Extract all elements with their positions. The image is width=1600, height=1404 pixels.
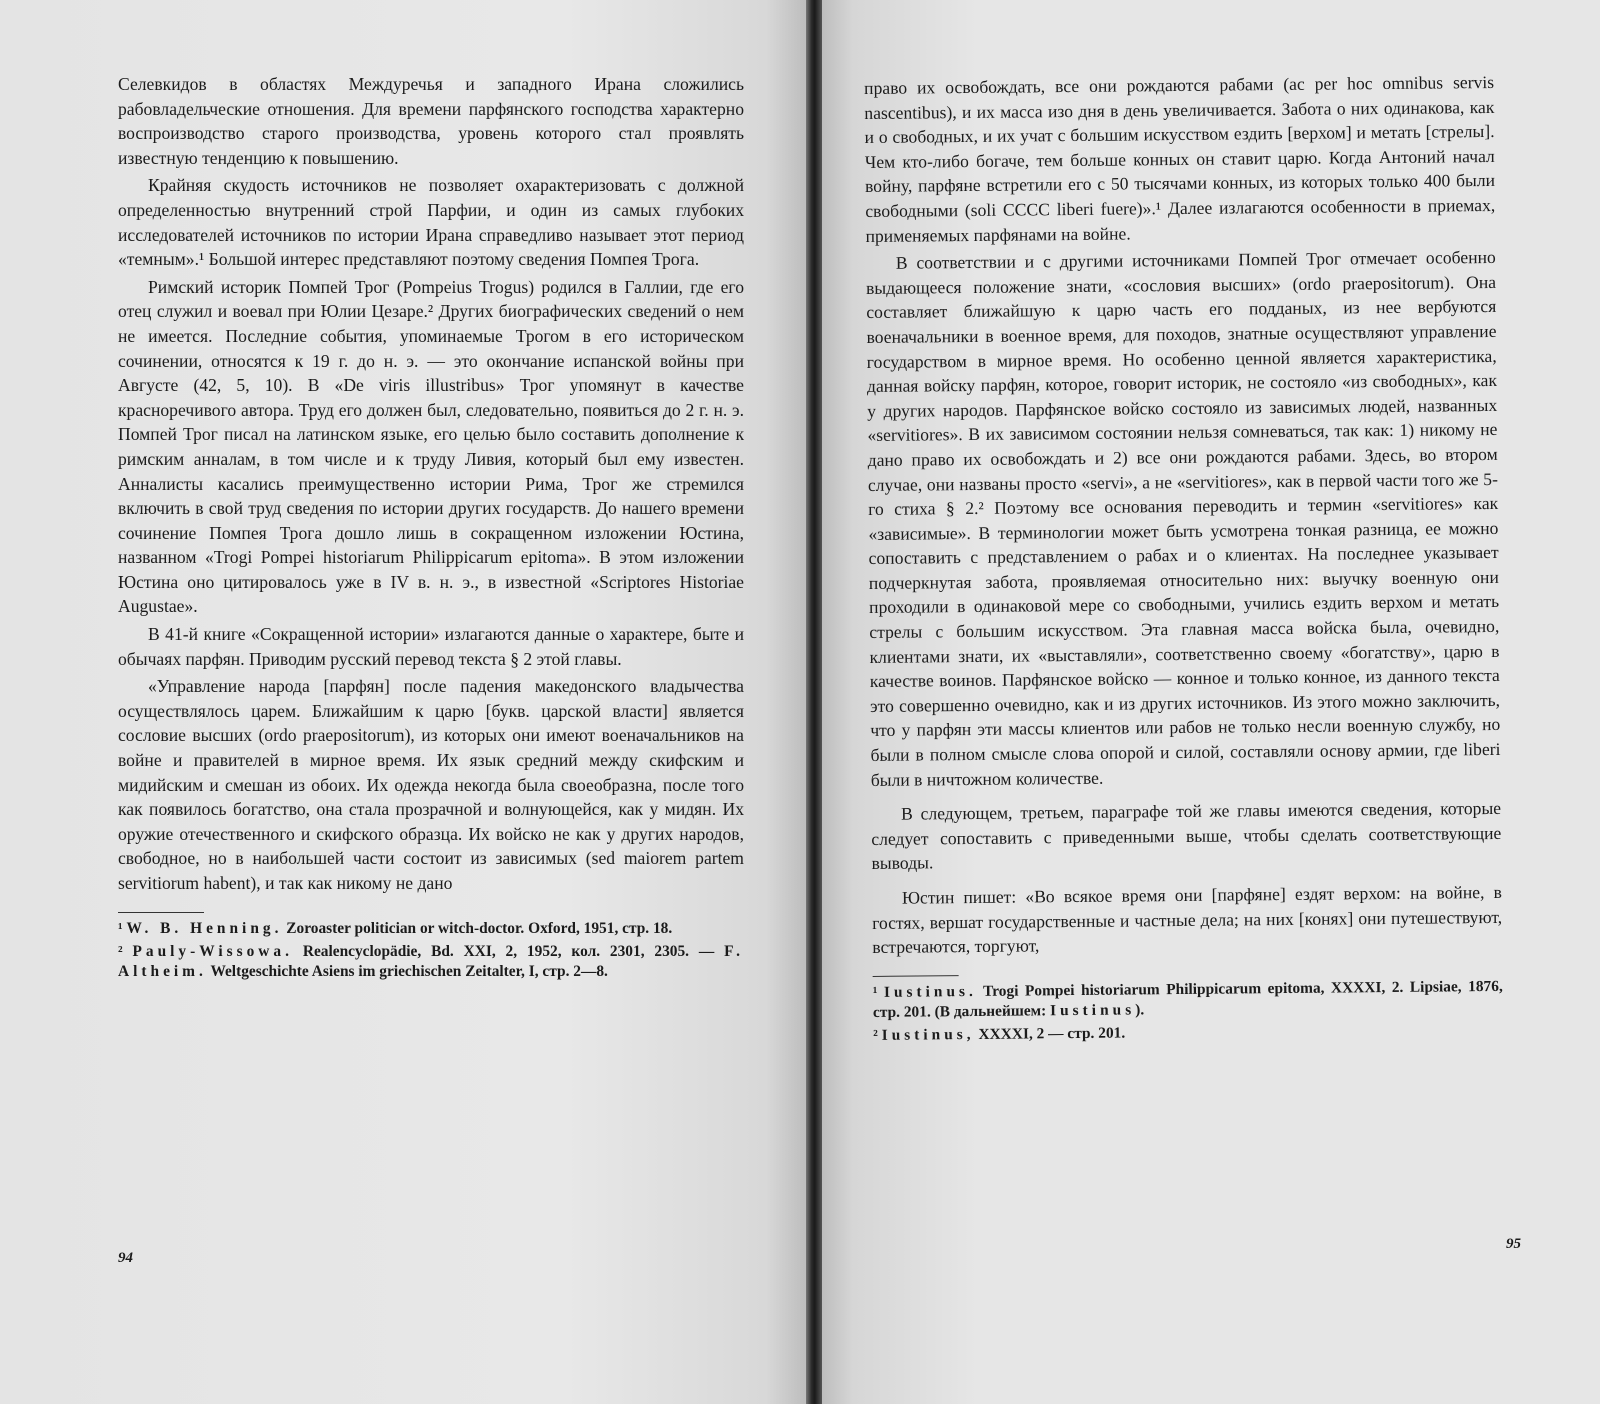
- footnote-divider: [873, 975, 959, 977]
- footnote-text: Trogi Pompei historiarum Philippicarum epitoma, XXXXI, 2. Lipsiae, 1876, стр. 201. (В дальнейшем:: [872, 977, 1503, 1021]
- paragraph: Крайняя скудость источников не позволяет охарактеризовать с должной определенностью внутренний строй Парфии, и один из самых глубоких исследователей источников по истории Ирана справедливо называет этот период «темным».¹ Большой интерес представляют поэтому сведения Помпея Трога.: [118, 175, 744, 270]
- paragraph: право их освобождать, все они рождаются рабами (ac per hoc omnibus servis nascentibus), и их масса изо дня в день увеличивается. Забота о них одинакова, как и о свободных, и их учат с большим искусством ездить [верхом] и метать [стрелы]. Чем кто-либо богаче, тем больше конных он ставит царю. Когда Антоний начал войну, парфяне встретили его с 50 тысячами конных, из которых только 400 были свободными (soli CCCC liberi fuere)».¹ Далее излагаются особенности в приемах, применяемых парфянами на войне.: [864, 71, 1496, 246]
- footnote: [118, 919, 744, 939]
- paragraph: Юстин пишет: «Во всякое время они [парфяне] ездят верхом: на войне, в гостях, вершат государственные и частные дела; на них [конях] они путешествуют, встречаются, торгуют,: [872, 881, 1503, 958]
- footnote-text: XXXXI, 2 — стр. 201.: [978, 1024, 1126, 1043]
- footnote-divider: [118, 912, 204, 913]
- page-number: 94: [118, 1250, 133, 1266]
- footnote-mark: ¹: [872, 983, 878, 1001]
- footnote-text: Zoroaster politician or witch-doctor. Oxford, 1951, стр. 18.: [286, 919, 673, 937]
- footnote-author: Iustinus,: [881, 1025, 975, 1044]
- footnote-text: Weltgeschichte Asiens im griechischen Zeitalter, I, стр. 2—8.: [210, 962, 608, 980]
- left-text-column: [118, 72, 744, 982]
- footnote-text: Realencyclopädie, Bd. XXI, 2, 1952, кол. 2301, 2305. —: [302, 942, 715, 960]
- paragraph: В соответствии и с другими источниками Помпей Трог отмечает особенно выдающееся положение знати, «сословия высших» (ordo praepositorum). Она составляет ближайшую к царю часть его подданых, из нее вербуются военачальники в военное время, для походов, знатные осуществляют управление государством в мирное время. Но особенно ценной является характеристика, данная войску парфян, которое, говорит историк, не состояло «из свободных», как у других народов. Парфянское войско состояло из зависимых людей, названных «servitiores». В их зависимом состоянии нельзя сомневаться, так как: 1) никому не дано право их освобождать и 2) все они рождаются рабами. Здесь, во втором случае, они названы просто «servi», а не «servitiores», как в первой части того же 5-го стиха § 2.² Поэтому все основания переводить и термин «servitiores» как «зависимые». В терминологии может быть усмотрена тонкая разница, ее можно сопоставить с представлением о рабах и о клиентах. На последнее указывает подчеркнутая забота, проявляемая относительно них: выучку военную они проходили в одинаковой мере со свободными, учились ездить верхом и метать стрелы с большим искусством. Эта главная масса войска была, очевидно, клиентами знати, их «выставляли», соответственно своему «богатству», царю в качестве воинов. Парфянское войско — конное и только конное, из данного текста это совершенно очевидно, как и из других источников. Из этого можно заключить, что у парфян эти массы клиентов или рабов не только несли военную службу, но были в полном смысле слова опорой и силой, составляли основу армии, где liberi были в ничтожном количестве.: [865, 247, 1501, 790]
- right-page: [822, 0, 1600, 1404]
- page-number: 95: [1506, 1236, 1521, 1252]
- footnote-text: ).: [1135, 1001, 1145, 1019]
- paragraph: В следующем, третьем, параграфе той же главы имеются сведения, которые следует сопоставить с приведенными выше, чтобы сделать соответствующие выводы.: [871, 798, 1502, 874]
- footnote-author: W. B. Henning.: [126, 919, 283, 937]
- footnote-author: Iustinus: [1050, 1001, 1136, 1020]
- footnote-author: F. Altheim.: [118, 942, 744, 980]
- right-text-column: [864, 70, 1503, 1046]
- book-gutter: [806, 0, 822, 1404]
- paragraph: В 41-й книге «Сокращенной истории» излагаются данные о характере, быте и обычаях парфян. Приводим русский перевод текста § 2 этой главы.: [118, 624, 744, 669]
- footnote-author: Pauly-Wissowa.: [132, 942, 293, 960]
- paragraph: «Управление народа [парфян] после падения македонского владычества осуществлялось царем. Ближайшим к царю [букв. царской власти] является сословие высших (ordo praepositorum), из которых они имеют военачальников на войне и правителей в мирное время. Их язык средний между скифским и мидийским и смешан из обоих. Их одежда некогда была своеобразна, после того как появилось богатство, она стала прозрачной и волнующейся, как у мидян. Их оружие отечественного и скифского образца. Их войско не как у других народов, свободное, но в наибольшей части состоит из зависимых (sed maiorem partem servitiorum habent), и так как никому не дано: [118, 676, 744, 893]
- footnote: [873, 1020, 1503, 1046]
- footnote-mark: ²: [873, 1026, 878, 1044]
- footnote-mark: ¹: [118, 919, 123, 937]
- footnote-mark: ²: [118, 942, 123, 960]
- footnote: [118, 942, 744, 982]
- footnote: [873, 977, 1503, 1023]
- paragraph: Римский историк Помпей Трог (Pompeius Trogus) родился в Галлии, где его отец служил и воевал при Юлии Цезаре.² Других биографических сведений о нем не имеется. Последние события, упоминаемые Трогом в его историческом сочинении, относятся к 19 г. до н. э. — это окончание испанской войны при Августе (42, 5, 10). В «De viris illustribus» Трог упомянут в качестве красноречивого автора. Труд его должен был, следовательно, появиться до 2 г. н. э. Помпей Трог писал на латинском языке, его целью было составить дополнение к римским анналам, в том числе и к труду Ливия, который был ему известен. Анналисты касались преимущественно истории Рима, Трог же стремился включить в свой труд сведения по истории других государств. До нашего времени сочинение Помпея Трога дошло лишь в сокращенном изложении Юстина, названном «Trogi Pompei historiarum Philippicarum epitoma». В этом изложении Юстина оно цитировалось уже в IV в. н. э., в известной «Scriptores Historiae Augustae».: [118, 276, 744, 617]
- footnote-author: Iustinus.: [883, 982, 977, 1001]
- paragraph: Селевкидов в областях Междуречья и западного Ирана сложились рабовладельческие отношения. Для времени парфянского господства характерно воспроизводство старого производства, уровень которого стал проявлять известную тенденцию к повышению.: [118, 74, 744, 168]
